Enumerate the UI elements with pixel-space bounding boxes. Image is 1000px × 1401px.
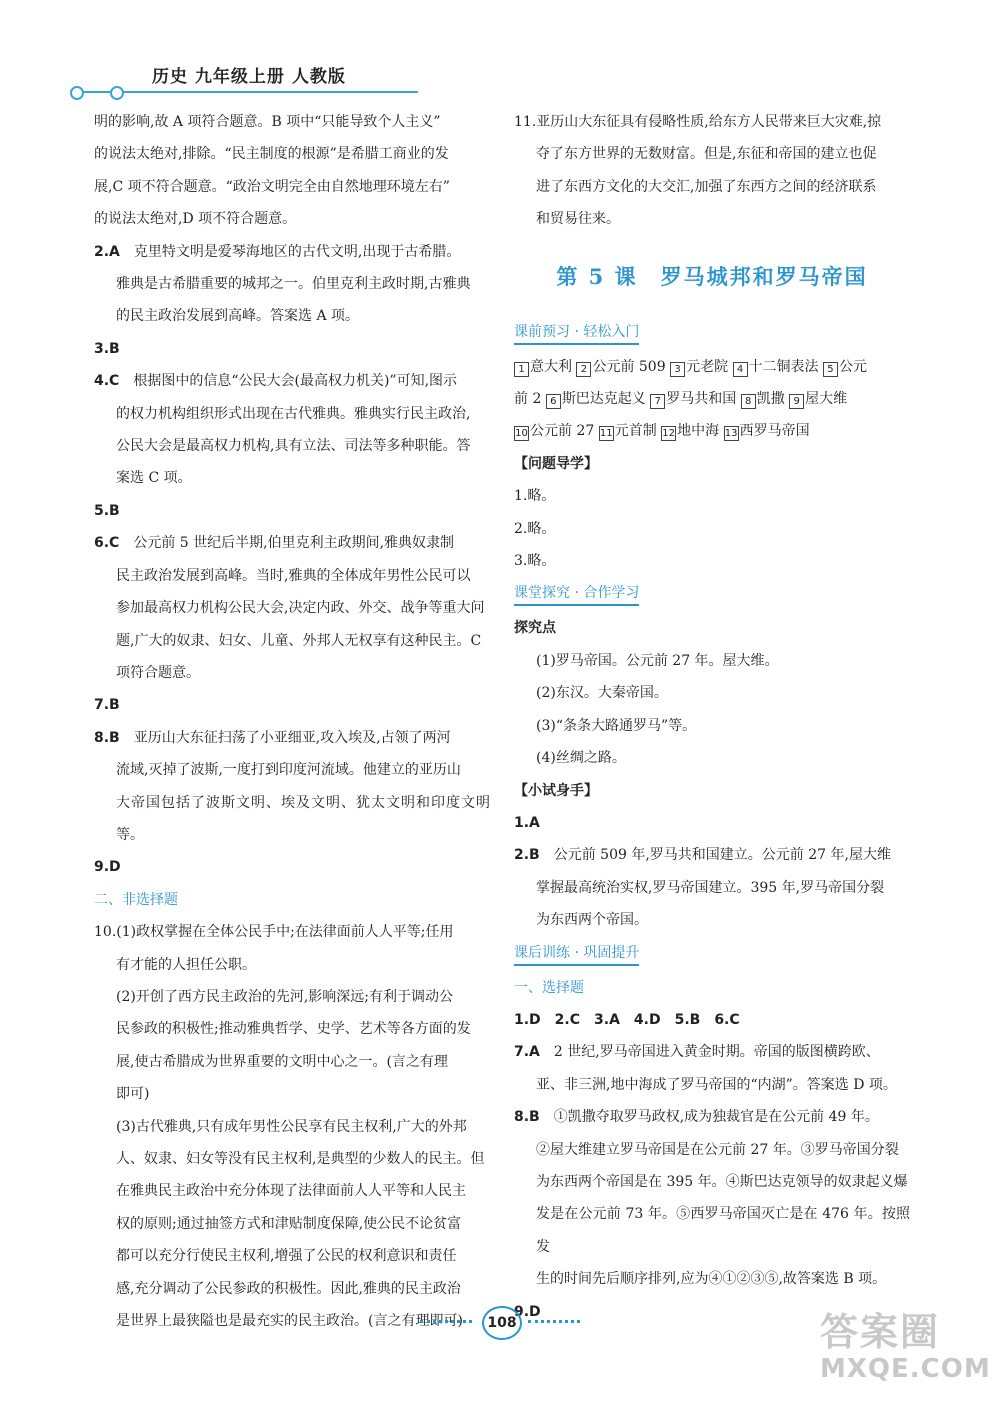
text-line: 即可) [116,1086,150,1103]
preview-answer: 元首制 [614,423,657,440]
text-line: 进了东西方文化的大交汇,加强了东西方之间的经济联系 [536,178,877,195]
preview-answer: 公元前 27 [530,423,595,440]
watermark-bottom: MXQE.COM [820,1354,991,1384]
answer-text: 亚历山大东征扫荡了小亚细亚,攻入埃及,占领了两河 [133,729,451,746]
answer-text: ①凯撒夺取罗马政权,成为独裁官是在公元前 49 年。 [553,1109,879,1126]
answer-number: 6.C [94,535,120,552]
text-line: 民参政的积极性;推动雅典哲学、史学、艺术等各方面的发 [116,1021,471,1038]
answer-8 [94,722,490,754]
number-box: 7 [650,394,665,409]
preview-answer: 公元前 509 [592,358,666,375]
number-box: 10 [515,428,528,440]
text-line: 2.略。 [514,520,556,537]
text-line: ②屋大维建立罗马帝国是在公元前 27 年。③罗马帝国分裂 [536,1141,899,1158]
text-line: 题,广大的奴隶、妇女、儿童、外邦人无权享有这种民主。C [116,632,482,649]
header-dot-left [70,86,84,100]
text-line: (2)东汉。大秦帝国。 [536,685,668,702]
text-line: (3)“条条大路通罗马”等。 [536,717,697,734]
preview-answer: 凯撒 [756,391,785,408]
text-line: 的说法太绝对,排除。“民主制度的根源”是希腊工商业的发 [94,146,449,163]
footer-dots-left [420,1320,472,1323]
text-line: 项符合题意。 [116,664,200,681]
preview-answer: 斯巴达克起义 [561,391,646,408]
text-line: 雅典是古希腊重要的城邦之一。伯里克利主政时期,古雅典 [116,276,471,293]
answer-9: 9.D [94,859,121,876]
text-line: 有才能的人担任公职。 [116,956,256,973]
page-footer [420,1306,580,1336]
text-line: 1.略。 [514,488,556,505]
answer-3: 3.B [94,340,120,357]
text-line: 大帝国包括了波斯文明、埃及文明、犹太文明和印度文明等。 [116,794,490,843]
answer-text: 公元前 5 世纪后半期,伯里克利主政期间,雅典奴隶制 [133,535,455,552]
preview-answer: 屋大维 [805,391,848,408]
section-heading: 二、非选择题 [94,891,178,908]
number-box: 9 [789,394,804,409]
text-line: 夺了东方世界的无数财富。但是,东征和帝国的建立也促 [536,146,877,163]
number-box: 13 [724,428,738,440]
text-line: 为东西两个帝国是在 395 年。④斯巴达克领导的奴隶起义爆 [536,1173,908,1190]
answer-7: 7.B [94,697,120,714]
answer-6 [94,527,490,559]
number-box: 11 [599,428,613,440]
text-line: 的权力机构组织形式出现在古代雅典。雅典实行民主政治, [116,405,471,422]
preview-answer: 地中海 [677,423,720,440]
number-box: 8 [741,394,756,409]
text-line: 感,充分调动了公民参政的积极性。因此,雅典的民主政治 [116,1280,461,1297]
answer-4 [94,365,490,397]
text-line: 在雅典民主政治中充分体现了法律面前人人平等和人民主 [116,1183,466,1200]
answer-11: 11.亚历山大东征具有侵略性质,给东方人民带来巨大灾难,掠 [514,114,882,130]
answer-text: 2 世纪,罗马帝国进入黄金时期。帝国的版图横跨欧、 [553,1044,880,1061]
text-line: 掌握最高统治实权,罗马帝国建立。395 年,罗马帝国分裂 [536,879,885,896]
text-line: (3)古代雅典,只有成年男性公民享有民主权利,广大的外邦 [116,1118,467,1135]
text-line: 都可以充分行使民主权利,增强了公民的权利意识和责任 [116,1248,457,1265]
text-line: (1)罗马帝国。公元前 27 年。屋大维。 [536,652,779,669]
section-tag-preview: 课前预习 · 轻松入门 [514,321,639,345]
preview-answer: 意大利 [530,358,572,375]
header-dot-mid [110,86,124,100]
text-line: 生的时间先后顺序排列,应为④①②③⑤,故答案选 B 项。 [536,1271,887,1288]
section-heading: 一、选择题 [514,979,584,996]
section-tag-after: 课后训练 · 巩固提升 [514,942,639,966]
subsection-heading: 探究点 [514,620,556,637]
preview-answers-row3 [514,415,910,447]
text-line: 展,使古希腊成为世界重要的文明中心之一。(言之有理 [116,1053,448,1070]
header-rule [78,91,418,93]
text-line: 是世界上最狭隘也是最充实的民主政治。(言之有理即可) [116,1313,463,1330]
text-line: 和贸易往来。 [536,211,620,228]
answer-text: 公元前 509 年,罗马共和国建立。公元前 27 年,屋大维 [553,847,891,864]
preview-answer: 十二铜表法 [748,358,819,375]
answer-text: 克里特文明是爱琴海地区的古代文明,出现于古希腊。 [133,243,461,260]
text-line: 公民大会是最高权力机构,具有立法、司法等多种职能。答 [116,438,471,455]
number-box: 3 [670,362,685,377]
answer-9: 9.D [514,1303,541,1320]
text-line: 流域,灭掉了波斯,一度打到印度河流域。他建立的亚历山 [116,762,461,779]
preview-answers-row2 [514,383,910,415]
lesson-title: 第 5 课 罗马城邦和罗马帝国 [556,263,868,289]
answer-number: 7.A [514,1044,540,1061]
subsection-heading: 【问题导学】 [514,455,598,472]
text-line: 的说法太绝对,D 项不符合题意。 [94,211,297,228]
answers-row: 1.D 2.C 3.A 4.D 5.B 6.C [514,1011,740,1028]
watermark-top: 答案圈 [820,1310,941,1354]
number-box: 4 [733,362,748,377]
preview-answer: 元老院 [686,358,729,375]
preview-answer: 西罗马帝国 [739,423,810,440]
page-number: 108 [482,1306,522,1340]
text-line: 为东西两个帝国。 [536,912,648,929]
text-line: 展,C 项不符合题意。“政治文明完全由自然地理环境左右” [94,178,450,195]
answer-1: 1.A [514,814,540,831]
answer-text: 根据图中的信息“公民大会(最高权力机关)”可知,图示 [133,373,458,390]
text-line: 发是在公元前 73 年。⑤西罗马帝国灭亡是在 476 年。按照发 [536,1206,910,1255]
section-tag-class: 课堂探究 · 合作学习 [514,582,639,606]
footer-dots-right [528,1320,580,1323]
text-line: 参加最高权力机构公民大会,决定内政、外交、战争等重大问 [116,600,485,617]
answer-8 [514,1101,910,1133]
preview-answer: 罗马共和国 [666,391,737,408]
preview-answer: 公元 [838,358,867,375]
text-line: (2)开创了西方民主政治的先河,影响深远;有利于调动公 [116,988,453,1005]
answer-number: 2.B [514,847,540,864]
number-box: 5 [823,362,838,377]
right-column [514,106,910,1328]
number-box: 2 [576,362,591,377]
answer-10: 10.(1)政权掌握在全体公民手中;在法律面前人人平等;任用 [94,924,454,941]
header-title: 历史 九年级上册 人教版 [152,67,346,87]
answer-number: 4.C [94,373,120,390]
subsection-heading: 【小试身手】 [514,782,598,799]
text-line: 亚、非三洲,地中海成了罗马帝国的“内湖”。答案选 D 项。 [536,1076,897,1093]
text-line: (4)丝绸之路。 [536,750,626,767]
text-line: 案选 C 项。 [116,470,192,487]
answer-2 [94,236,490,268]
text-line: 人、奴隶、妇女等没有民主权利,是典型的少数人的民主。但 [116,1151,485,1167]
text-line: 权的原则;通过抽签方式和津贴制度保障,使公民不论贫富 [116,1215,462,1232]
answer-2 [514,839,910,871]
number-box: 12 [662,428,676,440]
preview-answers-row1 [514,351,910,383]
answer-number: 2.A [94,243,120,260]
answer-number: 8.B [94,729,120,746]
answer-7 [514,1036,910,1068]
text-line: 3.略。 [514,553,556,570]
answer-5: 5.B [94,502,120,519]
text-line: 的民主政治发展到高峰。答案选 A 项。 [116,308,360,325]
number-box: 6 [546,394,561,409]
text-line: 民主政治发展到高峰。当时,雅典的全体成年男性公民可以 [116,567,471,584]
left-column [94,106,490,1337]
number-box: 1 [514,362,529,377]
page-header [70,62,440,102]
watermark-logo [820,1310,991,1390]
preview-answer: 前 2 [514,391,542,408]
text-line: 明的影响,故 A 项符合题意。B 项中“只能导致个人主义” [94,114,441,130]
answer-number: 8.B [514,1109,540,1126]
